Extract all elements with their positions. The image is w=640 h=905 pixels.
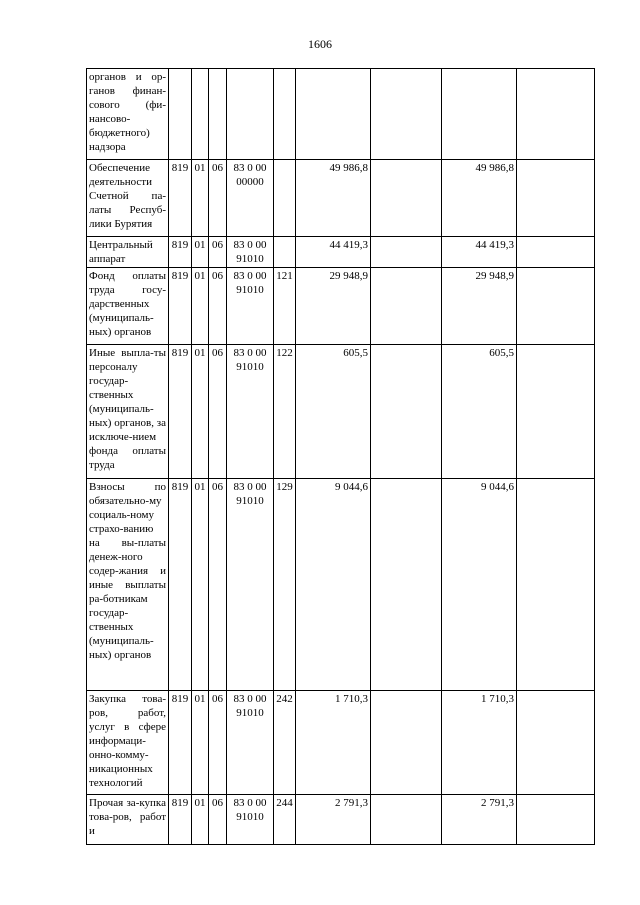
pr-code-cell: 06 — [209, 479, 227, 691]
table-row — [87, 69, 595, 160]
vr-code-cell — [274, 160, 296, 237]
amount-cell: 9 044,6 — [296, 479, 371, 691]
amount-cell — [371, 479, 442, 691]
csr-code-cell: 83 0 00 91010 — [227, 268, 274, 345]
item-name-cell: Иные выпла-ты персоналу государ-ственных (муниципаль-ных) органов, за исключе-нием фонда оплаты труда — [87, 345, 169, 479]
amount-cell: 1 710,3 — [442, 691, 517, 795]
item-name-cell: Закупка това-ров, работ, услуг в сфере информаци-онно-комму-никационных технологий — [87, 691, 169, 795]
amount-cell: 29 948,9 — [442, 268, 517, 345]
amount-cell — [442, 69, 517, 160]
rz-code-cell: 01 — [192, 479, 209, 691]
amount-cell: 605,5 — [296, 345, 371, 479]
vr-code-cell: 121 — [274, 268, 296, 345]
amount-cell — [296, 69, 371, 160]
gr-code-cell: 819 — [169, 345, 192, 479]
rz-code-cell: 01 — [192, 795, 209, 845]
budget-table — [86, 68, 595, 845]
vr-code-cell — [274, 237, 296, 268]
gr-code-cell: 819 — [169, 691, 192, 795]
csr-code-cell — [227, 69, 274, 160]
table-row — [87, 160, 595, 237]
amount-cell — [371, 160, 442, 237]
amount-cell — [517, 69, 595, 160]
item-name-cell: Прочая за-купка това-ров, работ и — [87, 795, 169, 845]
amount-cell: 605,5 — [442, 345, 517, 479]
table-row — [87, 795, 595, 845]
amount-cell — [371, 795, 442, 845]
page-number: 1606 — [308, 37, 332, 51]
amount-cell: 49 986,8 — [442, 160, 517, 237]
amount-cell — [517, 345, 595, 479]
amount-cell: 1 710,3 — [296, 691, 371, 795]
amount-cell: 49 986,8 — [296, 160, 371, 237]
gr-code-cell — [169, 69, 192, 160]
vr-code-cell: 242 — [274, 691, 296, 795]
rz-code-cell: 01 — [192, 237, 209, 268]
amount-cell — [371, 268, 442, 345]
item-name-cell: Взносы по обязательно-му социаль-ному страхо-ванию на вы-платы денеж-ного содер-жания и иные выплаты ра-ботникам государ-ственных (муниципаль-ных) органов — [87, 479, 169, 691]
pr-code-cell: 06 — [209, 237, 227, 268]
rz-code-cell: 01 — [192, 160, 209, 237]
table-row — [87, 237, 595, 268]
gr-code-cell: 819 — [169, 237, 192, 268]
rz-code-cell: 01 — [192, 345, 209, 479]
amount-cell — [371, 69, 442, 160]
gr-code-cell: 819 — [169, 479, 192, 691]
amount-cell — [517, 237, 595, 268]
csr-code-cell: 83 0 00 91010 — [227, 691, 274, 795]
table-row — [87, 691, 595, 795]
pr-code-cell — [209, 69, 227, 160]
amount-cell: 44 419,3 — [442, 237, 517, 268]
gr-code-cell: 819 — [169, 268, 192, 345]
amount-cell — [371, 691, 442, 795]
csr-code-cell: 83 0 00 91010 — [227, 237, 274, 268]
pr-code-cell: 06 — [209, 160, 227, 237]
table-row — [87, 345, 595, 479]
amount-cell — [517, 160, 595, 237]
csr-code-cell: 83 0 00 91010 — [227, 479, 274, 691]
gr-code-cell: 819 — [169, 160, 192, 237]
amount-cell — [517, 479, 595, 691]
amount-cell — [371, 345, 442, 479]
pr-code-cell: 06 — [209, 795, 227, 845]
rz-code-cell: 01 — [192, 691, 209, 795]
item-name-cell: Фонд оплаты труда госу-дарственных (муниципаль-ных) органов — [87, 268, 169, 345]
gr-code-cell: 819 — [169, 795, 192, 845]
amount-cell — [517, 795, 595, 845]
rz-code-cell — [192, 69, 209, 160]
amount-cell — [371, 237, 442, 268]
item-name-cell: органов и ор-ганов финан-сового (фи-нансово-бюджетного) надзора — [87, 69, 169, 160]
csr-code-cell: 83 0 00 91010 — [227, 345, 274, 479]
amount-cell: 2 791,3 — [296, 795, 371, 845]
amount-cell: 9 044,6 — [442, 479, 517, 691]
vr-code-cell — [274, 69, 296, 160]
table-row — [87, 268, 595, 345]
pr-code-cell: 06 — [209, 691, 227, 795]
amount-cell: 44 419,3 — [296, 237, 371, 268]
rz-code-cell: 01 — [192, 268, 209, 345]
item-name-cell: Центральный аппарат — [87, 237, 169, 268]
vr-code-cell: 244 — [274, 795, 296, 845]
csr-code-cell: 83 0 00 91010 — [227, 795, 274, 845]
table-row — [87, 479, 595, 691]
amount-cell — [517, 691, 595, 795]
amount-cell — [517, 268, 595, 345]
pr-code-cell: 06 — [209, 345, 227, 479]
amount-cell: 29 948,9 — [296, 268, 371, 345]
pr-code-cell: 06 — [209, 268, 227, 345]
amount-cell: 2 791,3 — [442, 795, 517, 845]
vr-code-cell: 129 — [274, 479, 296, 691]
item-name-cell: Обеспечение деятельности Счетной па-латы Респуб-лики Бурятия — [87, 160, 169, 237]
csr-code-cell: 83 0 00 00000 — [227, 160, 274, 237]
vr-code-cell: 122 — [274, 345, 296, 479]
